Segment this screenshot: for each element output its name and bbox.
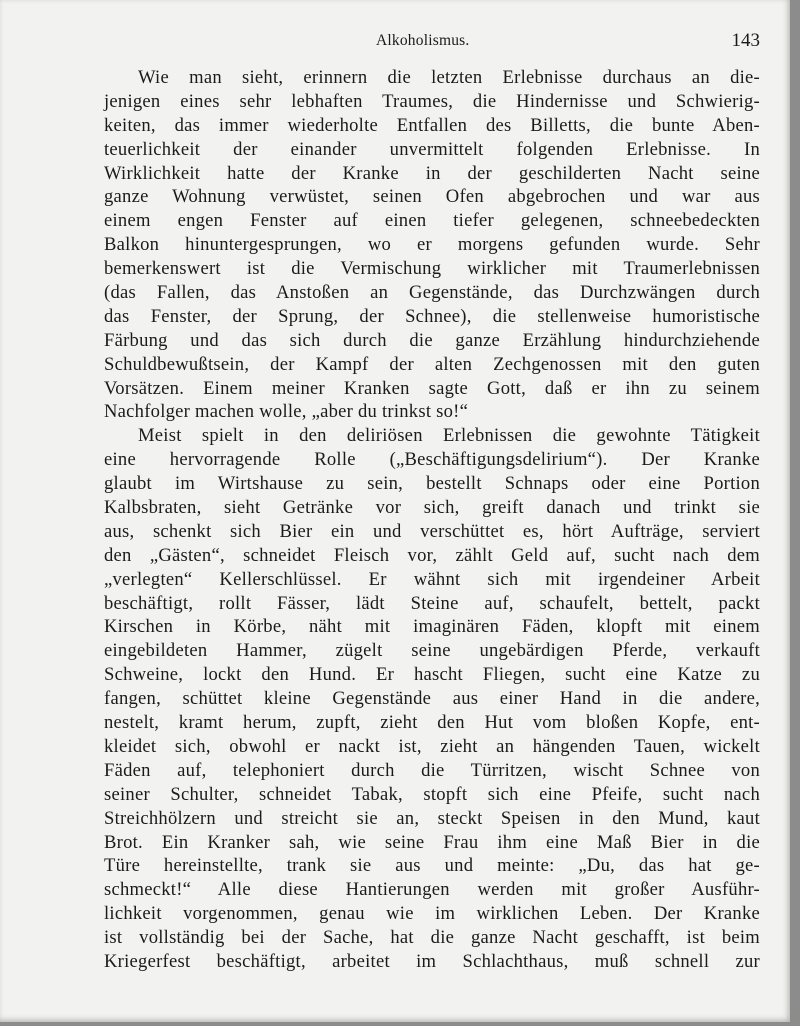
- text-line: Kriegerfest beschäftigt, arbeitet im Schlachthaus, muß schnell zur: [104, 950, 760, 972]
- text-line: das Fenster, der Sprung, der Schnee), die stellenweise humoristische: [104, 305, 760, 327]
- text-line: eingebildeten Hammer, zügelt seine ungebärdigen Pferde, verkauft: [104, 640, 760, 662]
- text-line: „verlegten“ Kellerschlüssel. Er wähnt sich mit irgendeiner Arbeit: [104, 568, 760, 590]
- text-line: kleidet sich, obwohl er nackt ist, zieht an hängenden Tauen, wickelt: [104, 735, 760, 757]
- text-line: Kirschen in Körbe, näht mit imaginären Fäden, klopft mit einem: [104, 616, 760, 638]
- text-line: teuerlichkeit der einander unvermittelt folgenden Erlebnisse. In: [104, 138, 760, 160]
- text-line: nestelt, kramt herum, zupft, zieht den Hut vom bloßen Kopfe, ent-: [104, 712, 760, 734]
- text-line: Färbung und das sich durch die ganze Erzählung hindurchziehende: [104, 329, 760, 351]
- text-line: beschäftigt, rollt Fässer, lädt Steine auf, schaufelt, bettelt, packt: [104, 592, 760, 614]
- text-line: keiten, das immer wiederholte Entfallen des Billetts, die bunte Aben-: [104, 114, 760, 136]
- text-line: Fäden auf, telephoniert durch die Türritzen, wischt Schnee von: [104, 759, 760, 781]
- text-line: den „Gästen“, schneidet Fleisch vor, zählt Geld auf, sucht nach dem: [104, 544, 760, 566]
- text-line: aus, schenkt sich Bier ein und verschüttet es, hört Aufträge, serviert: [104, 520, 760, 542]
- page-header: [104, 30, 760, 52]
- text-line: Türe hereinstellte, trank sie aus und meinte: „Du, das hat ge-: [104, 855, 760, 877]
- text-line: jenigen eines sehr lebhaften Traumes, die Hindernisse und Schwierig-: [104, 90, 760, 112]
- text-line: Streichhölzern und streicht sie an, steckt Speisen in den Mund, kaut: [104, 807, 760, 829]
- text-line: Schweine, lockt den Hund. Er hascht Fliegen, sucht eine Katze zu: [104, 664, 760, 686]
- text-line: lichkeit vorgenommen, genau wie im wirklichen Leben. Der Kranke: [104, 903, 760, 925]
- text-line: (das Fallen, das Anstoßen an Gegenstände, das Durchzwängen durch: [104, 282, 760, 304]
- text-line: Wie man sieht, erinnern die letzten Erlebnisse durchaus an die-: [138, 67, 760, 88]
- text-line: ist vollständig bei der Sache, hat die ganze Nacht geschafft, ist beim: [104, 927, 760, 949]
- text-line: seiner Schulter, schneidet Tabak, stopft sich eine Pfeife, sucht nach: [104, 783, 760, 805]
- text-line: Nachfolger machen wolle, „aber du trinkst so!“: [104, 401, 469, 423]
- text-line: bemerkenswert ist die Vermischung wirklicher mit Traumerlebnissen: [104, 258, 760, 280]
- running-head: Alkoholismus.: [376, 32, 470, 49]
- text-line: schmeckt!“ Alle diese Hantierungen werden mit großer Ausführ-: [104, 879, 760, 901]
- text-line: Meist spielt in den deliriösen Erlebnissen die gewohnte Tätigkeit: [138, 425, 760, 447]
- page-number: 143: [731, 30, 760, 51]
- text-line: einem engen Fenster auf einen tiefer gelegenen, schneebedeckten: [104, 210, 760, 232]
- text-line: glaubt im Wirtshause zu sein, bestellt Schnaps oder eine Portion: [104, 473, 760, 495]
- text-line: Wirklichkeit hatte der Kranke in der geschilderten Nacht seine: [104, 162, 760, 184]
- text-line: Schuldbewußtsein, der Kampf der alten Zechgenossen mit den guten: [104, 353, 760, 375]
- text-line: eine hervorragende Rolle („Beschäftigungsdelirium“). Der Kranke: [104, 449, 760, 471]
- text-line: Vorsätzen. Einem meiner Kranken sagte Gott, daß er ihn zu seinem: [104, 377, 760, 399]
- text-line: Brot. Ein Kranker sah, wie seine Frau ihm eine Maß Bier in die: [104, 831, 760, 853]
- text-line: ganze Wohnung verwüstet, seinen Ofen abgebrochen und war aus: [104, 186, 760, 208]
- body-text: [104, 66, 760, 974]
- text-line: fangen, schüttet kleine Gegenstände aus einer Hand in die andere,: [104, 688, 760, 710]
- text-line: Balkon hinuntergesprungen, wo er morgens gefunden wurde. Sehr: [104, 234, 760, 256]
- text-line: Kalbsbraten, sieht Getränke vor sich, greift danach und trinkt sie: [104, 497, 760, 519]
